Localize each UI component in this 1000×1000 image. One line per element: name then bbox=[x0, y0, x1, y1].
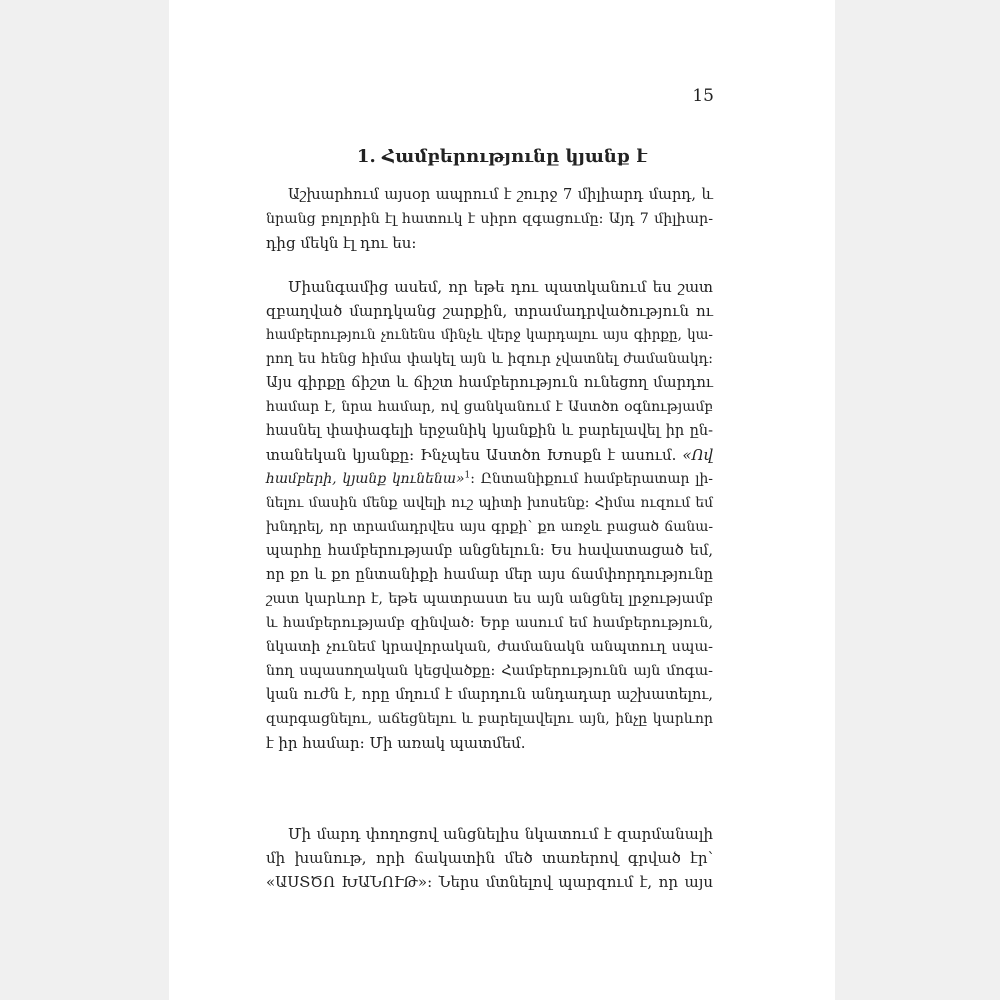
text-line: Աշխարհում այսօր ապրում է շուրջ 7 միլիարդ մարդ, և bbox=[288, 186, 713, 203]
text-line: շատ կարևոր է, եթե պատրաստ ես այն անցնել լրջությամբ bbox=[266, 591, 713, 607]
chapter-title: 1. Համբերությունը կյանք է bbox=[356, 146, 648, 167]
text-line: Միանգամից ասեմ, որ եթե դու պատկանում ես շատ bbox=[288, 278, 713, 296]
quote-text: համբերի, կյանք կունենա» bbox=[266, 471, 465, 487]
quote-start: «Ով bbox=[682, 446, 713, 464]
text-line: մի խանութ, որի ճակատին մեծ տառերով գրված էր՝ bbox=[266, 849, 713, 867]
text-segment: : Ընտանիքում համբերատար լի- bbox=[470, 471, 714, 487]
paragraph-3 bbox=[266, 822, 713, 894]
text-segment: տանեկան կյանքը: Ինչպես Աստծո Խոսքն է ասում. bbox=[266, 446, 677, 464]
footnote-marker: 1 bbox=[464, 470, 471, 481]
text-line: հասնել փափագելի երջանիկ կյանքին և բարելավել իր ըն- bbox=[266, 423, 713, 439]
text-line: նրանց բոլորին էլ հատուկ է սիրո զգացումը: Այդ 7 միլիար- bbox=[266, 211, 713, 227]
text-line bbox=[266, 443, 713, 467]
paragraph-2 bbox=[266, 275, 713, 755]
text-line: որ քո և քո ընտանիքի համար մեր այս ճամփորդությունը bbox=[266, 567, 713, 583]
book-page bbox=[169, 0, 835, 1000]
text-line: նող սպասողական կեցվածքը: Համբերությունն այն մոգա- bbox=[266, 663, 713, 679]
text-line: կան ուժն է, որը մղում է մարդուն անդադար աշխատելու, bbox=[266, 687, 713, 703]
text-line bbox=[266, 467, 713, 491]
text-line: պարհը համբերությամբ անցնելուն: Ես հավատացած եմ, bbox=[266, 542, 713, 559]
paragraph-1 bbox=[266, 183, 713, 255]
text-line: համար է, նրա համար, ով ցանկանում է Աստծո օգնությամբ bbox=[266, 399, 713, 415]
text-line: նելու մասին մենք ավելի ուշ պիտի խոսենք: Հիմա ուզում եմ bbox=[266, 495, 713, 511]
text-line: խնդրել, որ տրամադրվես այս գրքի՝ քո առջև բացած ճանա- bbox=[266, 519, 713, 535]
text-line: դից մեկն էլ դու ես: bbox=[266, 234, 417, 252]
page-number: 15 bbox=[692, 86, 714, 106]
text-line: նկատի չունեմ կրավորական, ժամանակն անպտուղ սպա- bbox=[266, 639, 713, 655]
text-line: զբաղված մարդկանց շարքին, տրամադրվածություն ու bbox=[266, 302, 713, 320]
text-line: զարգացնելու, աճեցնելու և բարելավելու այն, ինչը կարևոր bbox=[266, 711, 713, 727]
text-line: Այս գիրքը ճիշտ և ճիշտ համբերություն ունեցող մարդու bbox=[266, 374, 713, 391]
text-line: Մի մարդ փողոցով անցնելիս նկատում է զարմանալի bbox=[288, 825, 713, 843]
text-line: է իր համար: Մի առակ պատմեմ. bbox=[266, 734, 526, 752]
text-line: համբերություն չունենս մինչև վերջ կարդալու այս գիրքը, կա- bbox=[266, 327, 713, 343]
text-line: և համբերությամբ զինված: Երբ ասում եմ համբերություն, bbox=[266, 615, 713, 631]
text-line: րող ես հենց հիմա փակել այն և իզուր չվատնել ժամանակդ: bbox=[266, 351, 713, 367]
text-line: «ԱՍՏԾՈ ԽԱՆՈՒԹ»: Ներս մտնելով պարզում է, որ այս bbox=[266, 873, 713, 891]
